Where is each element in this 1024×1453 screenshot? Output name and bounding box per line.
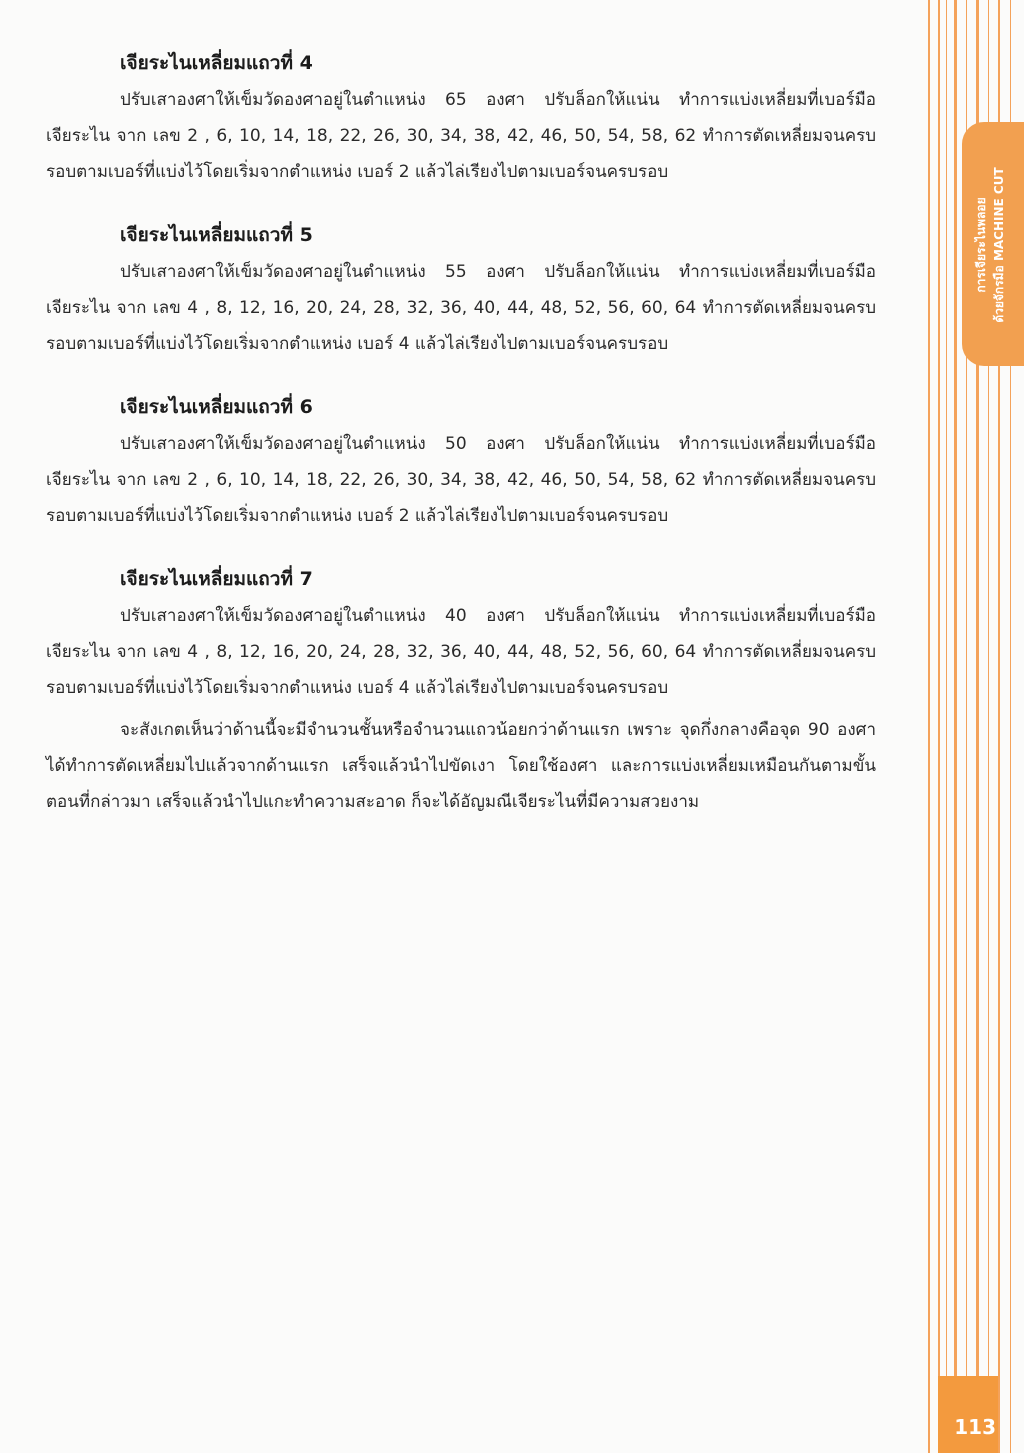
section-row-5 [46, 222, 876, 362]
chapter-tab-label [972, 128, 1016, 362]
section-title: เจียระไนเหลี่ยมแถวที่ 7 [120, 568, 313, 590]
section-row-7 [46, 566, 876, 706]
section-row-6 [46, 394, 876, 534]
section-title: เจียระไนเหลี่ยมแถวที่ 6 [120, 396, 313, 418]
section-title: เจียระไนเหลี่ยมแถวที่ 4 [120, 52, 313, 74]
section-row-4 [46, 50, 876, 190]
chapter-tab-line2: ด้วยจักรมือ MACHINE CUT [992, 167, 1006, 323]
page-number-box [938, 1376, 998, 1453]
closing-paragraph: จะสังเกตเห็นว่าด้านนี้จะมีจำนวนชั้นหรือจำนวนแถวน้อยกว่าด้านแรก เพราะ จุดกึ่งกลางคือจุด 90 องศา ได้ทำการตัดเหลี่ยมไปแล้วจากด้านแรก เสร็จแล้วนำไปขัดเงา โดยใช้องศา และการแบ่งเหลี่ยมเหมือนกันตามขั้นตอนที่กล่าวมา เสร็จแล้วนำไปแกะทำความสะอาด ก็จะได้อัญมณีเจียระไนที่มีความสวยงาม [46, 720, 876, 812]
section-title: เจียระไนเหลี่ยมแถวที่ 5 [120, 224, 313, 246]
chapter-tab-line1: การเจียระไนพลอย [974, 197, 988, 293]
section-paragraph: ปรับเสาองศาให้เข็มวัดองศาอยู่ในตำแหน่ง 40 องศา ปรับล็อกให้แน่น ทำการแบ่งเหลี่ยมที่เบอร์มือเจียระไน จาก เลข 4 , 8, 12, 16, 20, 24, 28, 32, 36, 40, 44, 48, 52, 56, 60, 64 ทำการตัดเหลี่ยมจนครบรอบตามเบอร์ที่แบ่งไว้โดยเริ่มจากตำแหน่ง เบอร์ 4 แล้วไล่เรียงไปตามเบอร์จนครบรอบ [46, 606, 876, 698]
margin-rule [954, 0, 957, 1453]
margin-rule [946, 0, 947, 1453]
section-paragraph: ปรับเสาองศาให้เข็มวัดองศาอยู่ในตำแหน่ง 55 องศา ปรับล็อกให้แน่น ทำการแบ่งเหลี่ยมที่เบอร์มือเจียระไน จาก เลข 4 , 8, 12, 16, 20, 24, 28, 32, 36, 40, 44, 48, 52, 56, 60, 64 ทำการตัดเหลี่ยมจนครบรอบตามเบอร์ที่แบ่งไว้โดยเริ่มจากตำแหน่ง เบอร์ 4 แล้วไล่เรียงไปตามเบอร์จนครบรอบ [46, 262, 876, 354]
section-paragraph: ปรับเสาองศาให้เข็มวัดองศาอยู่ในตำแหน่ง 50 องศา ปรับล็อกให้แน่น ทำการแบ่งเหลี่ยมที่เบอร์มือเจียระไน จาก เลข 2 , 6, 10, 14, 18, 22, 26, 30, 34, 38, 42, 46, 50, 54, 58, 62 ทำการตัดเหลี่ยมจนครบรอบตามเบอร์ที่แบ่งไว้โดยเริ่มจากตำแหน่ง เบอร์ 2 แล้วไล่เรียงไปตามเบอร์จนครบรอบ [46, 434, 876, 526]
page-content [46, 50, 876, 824]
margin-rule [928, 0, 930, 1453]
margin-rule [938, 0, 940, 1453]
page-number: 113 [954, 1415, 996, 1439]
section-paragraph: ปรับเสาองศาให้เข็มวัดองศาอยู่ในตำแหน่ง 65 องศา ปรับล็อกให้แน่น ทำการแบ่งเหลี่ยมที่เบอร์มือเจียระไน จาก เลข 2 , 6, 10, 14, 18, 22, 26, 30, 34, 38, 42, 46, 50, 54, 58, 62 ทำการตัดเหลี่ยมจนครบรอบตามเบอร์ที่แบ่งไว้โดยเริ่มจากตำแหน่ง เบอร์ 2 แล้วไล่เรียงไปตามเบอร์จนครบรอบ [46, 90, 876, 182]
